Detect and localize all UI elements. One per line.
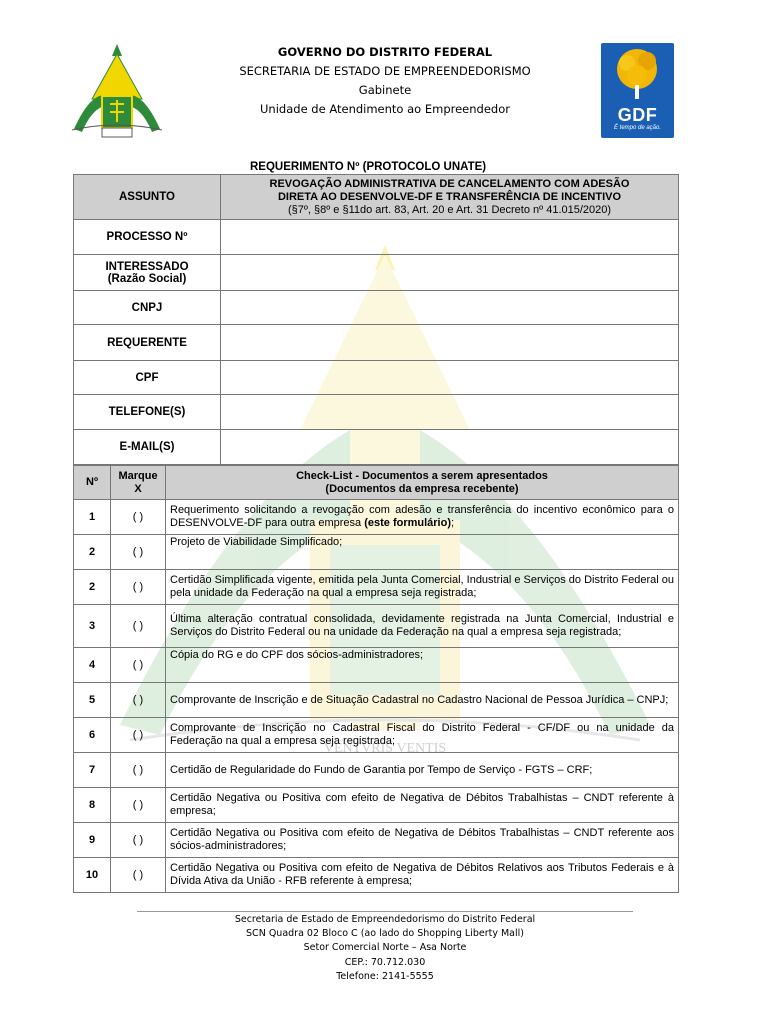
item-checkbox[interactable]: ( )	[111, 648, 166, 683]
item-text-tail: ;	[451, 517, 455, 529]
item-checkbox[interactable]: ( )	[111, 788, 166, 823]
item-text	[166, 500, 679, 535]
secretariat-name: SECRETARIA DE ESTADO DE EMPREENDEDORISMO	[239, 64, 531, 78]
interessado-field[interactable]	[221, 255, 679, 291]
checklist-doc-header	[166, 466, 679, 500]
item-text: Certidão Negativa ou Positiva com efeito de Negativa de Débitos Trabalhistas – CNDT referente aos sócios-administradores;	[166, 823, 679, 858]
assunto-line2: DIRETA AO DESENVOLVE-DF E TRANSFERÊNCIA DE INCENTIVO	[277, 190, 622, 203]
checklist-row	[74, 648, 679, 683]
item-checkbox[interactable]: ( )	[111, 570, 166, 605]
telefone-label: TELEFONE(S)	[74, 395, 221, 430]
email-field[interactable]	[221, 430, 679, 465]
checklist-num-header: Nº	[74, 466, 111, 500]
item-number: 1	[74, 500, 111, 535]
checklist-row	[74, 823, 679, 858]
interessado-label	[74, 255, 221, 291]
footer	[180, 913, 590, 984]
item-number: 3	[74, 605, 111, 648]
item-text: Certidão Negativa ou Positiva com efeito de Negativa de Débitos Relativos aos Tributos Federais e à Dívida Ativa da União - RFB referente à empresa;	[166, 858, 679, 893]
item-checkbox[interactable]: ( )	[111, 535, 166, 570]
footer-line5: Telefone: 2141-5555	[336, 970, 434, 982]
checklist-row	[74, 753, 679, 788]
item-text: Certidão Simplificada vigente, emitida pela Junta Comercial, Industrial e Serviços do Distrito Federal ou pela unidade da Federação na qual a empresa seja registrada;	[166, 570, 679, 605]
item-text: Cópia do RG e do CPF dos sócios-administradores;	[166, 648, 679, 683]
telefone-field[interactable]	[221, 395, 679, 430]
item-text: Comprovante de Inscrição e de Situação Cadastral no Cadastro Nacional de Pessoa Jurídica – CNPJ;	[166, 683, 679, 718]
checklist-mark-header: Marque X	[111, 466, 166, 500]
gdf-logo-tagline: É tempo de ação.	[613, 125, 662, 131]
cnpj-field[interactable]	[221, 291, 679, 325]
government-name: GOVERNO DO DISTRITO FEDERAL	[277, 45, 493, 59]
checklist-row	[74, 718, 679, 753]
email-label: E-MAIL(S)	[74, 430, 221, 465]
cpf-label: CPF	[74, 361, 221, 395]
assunto-value	[221, 175, 679, 220]
item-text: Certidão Negativa ou Positiva com efeito de Negativa de Débitos Trabalhistas – CNDT referente à empresa;	[166, 788, 679, 823]
checklist-doc-header-line1: Check-List - Documentos a serem apresentados	[296, 469, 548, 482]
request-form-table	[73, 174, 679, 465]
interessado-label-line2: (Razão Social)	[107, 272, 187, 285]
item-number: 2	[74, 570, 111, 605]
requerente-label: REQUERENTE	[74, 325, 221, 361]
unit-name: Unidade de Atendimento ao Empreendedor	[260, 102, 510, 116]
item-text: Projeto de Viabilidade Simplificado;	[166, 535, 679, 570]
gdf-tree-icon	[601, 43, 674, 103]
processo-label: PROCESSO Nº	[74, 220, 221, 255]
item-text: Certidão de Regularidade do Fundo de Garantia por Tempo de Serviço - FGTS – CRF;	[166, 753, 679, 788]
cpf-field[interactable]	[221, 361, 679, 395]
checklist-table	[73, 465, 679, 893]
gdf-logo	[601, 43, 674, 138]
item-checkbox[interactable]: ( )	[111, 500, 166, 535]
checklist-row	[74, 605, 679, 648]
item-number: 4	[74, 648, 111, 683]
interessado-label-line1: INTERESSADO	[105, 260, 189, 273]
item-number: 5	[74, 683, 111, 718]
footer-line1: Secretaria de Estado de Empreendedorismo do Distrito Federal	[234, 914, 536, 925]
item-checkbox[interactable]: ( )	[111, 753, 166, 788]
item-text: Última alteração contratual consolidada, devidamente registrada na Junta Comercial, Industrial e Serviços do Distrito Federal ou na unidade da Federação na qual a empresa seja registrada;	[166, 605, 679, 648]
item-number: 6	[74, 718, 111, 753]
item-number: 7	[74, 753, 111, 788]
footer-line4: CEP.: 70.712.030	[344, 956, 426, 968]
office-name: Gabinete	[358, 83, 412, 97]
checklist-row	[74, 535, 679, 570]
checklist-row	[74, 683, 679, 718]
item-checkbox[interactable]: ( )	[111, 823, 166, 858]
request-title: REQUERIMENTO Nº (PROTOCOLO UNATE)	[250, 161, 487, 173]
assunto-line3: (§7º, §8º e §11do art. 83, Art. 20 e Art. 31 Decreto nº 41.015/2020)	[287, 203, 612, 216]
checklist-row	[74, 500, 679, 535]
item-number: 10	[74, 858, 111, 893]
gdf-logo-text: GDF	[617, 105, 658, 125]
letterhead	[180, 43, 590, 119]
checklist-row	[74, 788, 679, 823]
item-text-bold: (este formulário)	[364, 517, 451, 529]
footer-line3: Setor Comercial Norte – Asa Norte	[303, 942, 467, 954]
item-checkbox[interactable]: ( )	[111, 683, 166, 718]
assunto-line1: REVOGAÇÃO ADMINISTRATIVA DE CANCELAMENTO COM ADESÃO	[269, 177, 630, 190]
checklist-row	[74, 858, 679, 893]
checklist-row	[74, 570, 679, 605]
footer-divider	[137, 911, 633, 912]
footer-line2: SCN Quadra 02 Bloco C (ao lado do Shopping Liberty Mall)	[246, 928, 524, 940]
assunto-label: ASSUNTO	[74, 175, 221, 220]
requerente-field[interactable]	[221, 325, 679, 361]
item-checkbox[interactable]: ( )	[111, 605, 166, 648]
watermark-text: VENTVRIS VENTIS	[323, 741, 447, 756]
item-text: Comprovante de Inscrição no Cadastral Fiscal do Distrito Federal - CF/DF ou na unidade da Federação na qual a empresa seja registrada;	[166, 718, 679, 753]
checklist-doc-header-line2: (Documentos da empresa recebente)	[325, 482, 519, 495]
df-coat-of-arms-logo	[72, 44, 162, 142]
item-checkbox[interactable]: ( )	[111, 718, 166, 753]
item-checkbox[interactable]: ( )	[111, 858, 166, 893]
item-number: 2	[74, 535, 111, 570]
item-number: 9	[74, 823, 111, 858]
processo-field[interactable]	[221, 220, 679, 255]
item-text-main: Requerimento solicitando a revogação com adesão e transferência do incentivo econômico para o DESENVOLVE-DF para outra empresa	[170, 504, 674, 529]
cnpj-label: CNPJ	[74, 291, 221, 325]
item-number: 8	[74, 788, 111, 823]
